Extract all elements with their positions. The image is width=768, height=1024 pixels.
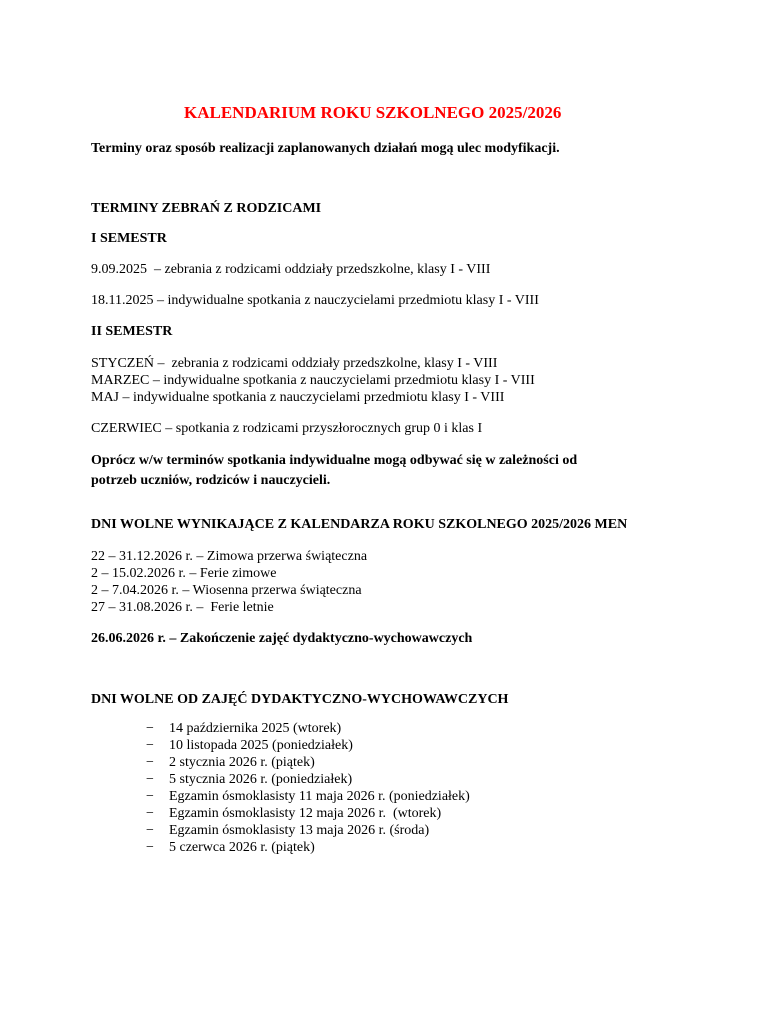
list-item: 14 października 2025 (wtorek): [169, 721, 342, 736]
holiday-line: 22 – 31.12.2026 r. – Zimowa przerwa świąteczna: [91, 549, 368, 564]
list-bullet: −: [146, 840, 154, 855]
semester-1-line: 18.11.2025 – indywidualne spotkania z nauczycielami przedmiotu klasy I - VIII: [91, 293, 539, 308]
disclaimer: Terminy oraz sposób realizacji zaplanowanych działań mogą ulec modyfikacji.: [91, 141, 560, 156]
list-item: Egzamin ósmoklasisty 11 maja 2026 r. (poniedziałek): [169, 789, 470, 804]
semester-2-line: MAJ – indywidualne spotkania z nauczycielami przedmiotu klasy I - VIII: [91, 390, 505, 405]
semester-1-line: 9.09.2025 – zebrania z rodzicami oddziały przedszkolne, klasy I - VIII: [91, 262, 491, 277]
list-bullet: −: [146, 823, 154, 838]
list-bullet: −: [146, 721, 154, 736]
semester-1-heading: I SEMESTR: [91, 231, 167, 246]
list-item: 10 listopada 2025 (poniedziałek): [169, 738, 353, 753]
meetings-heading: TERMINY ZEBRAŃ Z RODZICAMI: [91, 201, 322, 216]
semester-2-line: MARZEC – indywidualne spotkania z nauczycielami przedmiotu klasy I - VIII: [91, 373, 535, 388]
list-bullet: −: [146, 772, 154, 787]
meetings-note-line-2: potrzeb uczniów, rodziców i nauczycieli.: [91, 473, 331, 488]
list-item: Egzamin ósmoklasisty 13 maja 2026 r. (środa): [169, 823, 430, 838]
holiday-line: 27 – 31.08.2026 r. – Ferie letnie: [91, 600, 274, 615]
meetings-note-line-1: Oprócz w/w terminów spotkania indywidualne mogą odbywać się w zależności od: [91, 453, 578, 468]
list-bullet: −: [146, 738, 154, 753]
holiday-line: 2 – 7.04.2026 r. – Wiosenna przerwa świąteczna: [91, 583, 362, 598]
holiday-line: 2 – 15.02.2026 r. – Ferie zimowe: [91, 566, 277, 581]
list-bullet: −: [146, 755, 154, 770]
days-off-heading: DNI WOLNE OD ZAJĘĆ DYDAKTYCZNO-WYCHOWAWCZYCH: [91, 692, 509, 707]
list-item: 5 czerwca 2026 r. (piątek): [169, 840, 315, 855]
document-title: KALENDARIUM ROKU SZKOLNEGO 2025/2026: [184, 103, 562, 122]
semester-2-heading: II SEMESTR: [91, 324, 173, 339]
end-of-classes: 26.06.2026 r. – Zakończenie zajęć dydaktyczno-wychowawczych: [91, 631, 473, 646]
semester-2-line: STYCZEŃ – zebrania z rodzicami oddziały przedszkolne, klasy I - VIII: [91, 356, 498, 371]
list-item: 5 stycznia 2026 r. (poniedziałek): [169, 772, 353, 787]
list-bullet: −: [146, 789, 154, 804]
holidays-heading: DNI WOLNE WYNIKAJĄCE Z KALENDARZA ROKU SZKOLNEGO 2025/2026 MEN: [91, 517, 628, 532]
list-bullet: −: [146, 806, 154, 821]
list-item: Egzamin ósmoklasisty 12 maja 2026 r. (wtorek): [169, 806, 442, 821]
june-meeting-line: CZERWIEC – spotkania z rodzicami przyszłorocznych grup 0 i klas I: [91, 421, 483, 436]
list-item: 2 stycznia 2026 r. (piątek): [169, 755, 315, 770]
